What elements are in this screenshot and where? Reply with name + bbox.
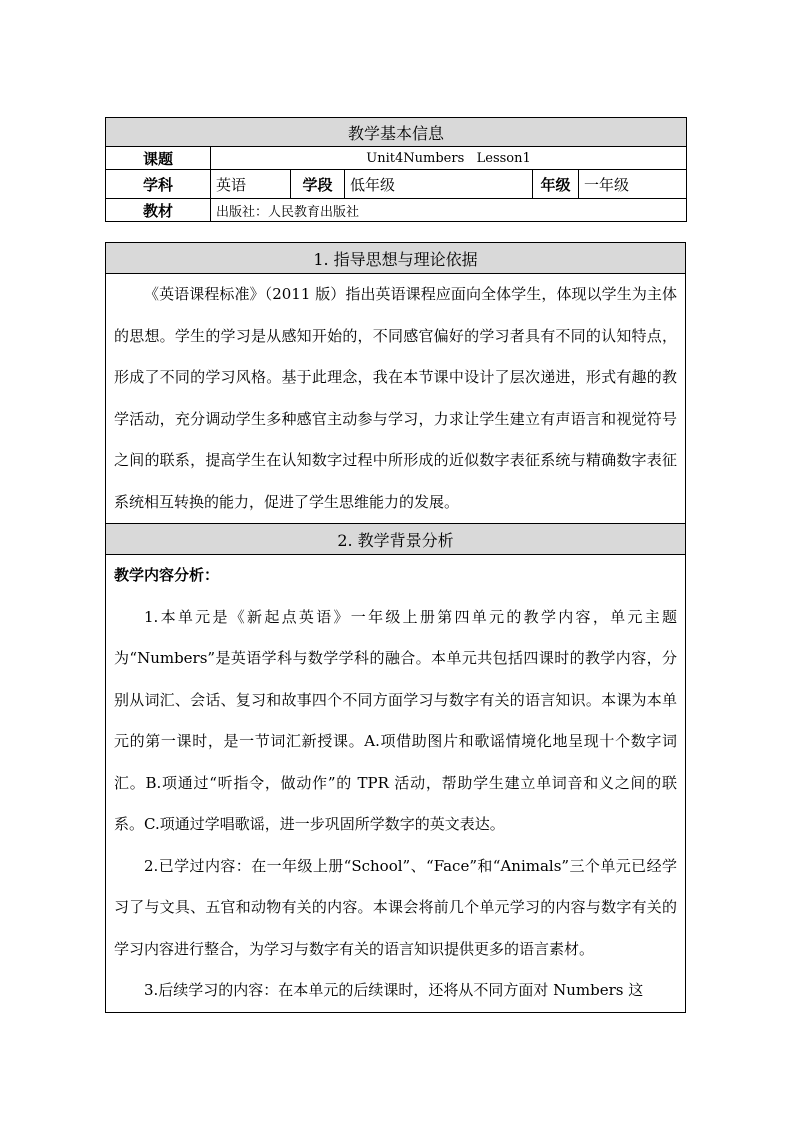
material-label: 教材 [106, 199, 211, 222]
section1-title: 1. 指导思想与理论依据 [106, 243, 686, 274]
section2-body [106, 555, 686, 1013]
stage-label: 学段 [291, 170, 345, 199]
content-paragraph: 1.本单元是《新起点英语》一年级上册第四单元的教学内容，单元主题为“Numbers”是英语学科与数学学科的融合。本单元共包括四课时的教学内容，分别从词汇、会话、复习和故事四个不同方面学习与数字有关的语言知识。本课为本单元的第一课时，是一节词汇新授课。A.项借助图片和歌谣情境化地呈现十个数字词汇。B.项通过“听指令，做动作”的 TPR 活动，帮助学生建立单词音和义之间的联系。C.项通过学唱歌谣，进一步巩固所学数字的英文表达。 [114, 607, 677, 833]
content-analysis-heading: 教学内容分析： [114, 566, 220, 584]
content-paragraph: 3.后续学习的内容：在本单元的后续课时，还将从不同方面对 Numbers 这 [144, 981, 644, 999]
material-value: 出版社：人民教育出版社 [211, 199, 687, 222]
content-paragraph: 2.已学过内容：在一年级上册“School”、“Face”和“Animals”三个单元已经学习了与文具、五官和动物有关的内容。本课会将前几个单元学习的内容与数字有关的学习内容进行整合，为学习与数字有关的语言知识提供更多的语言素材。 [114, 856, 677, 958]
subject-label: 学科 [106, 170, 211, 199]
stage-value: 低年级 [345, 170, 533, 199]
topic-value: Unit4Numbers Lesson1 [211, 147, 687, 170]
basic-info-table [105, 117, 687, 222]
section1-paragraph: 《英语课程标准》（2011 版）指出英语课程应面向全体学生，体现以学生为主体的思想。学生的学习是从感知开始的，不同感官偏好的学习者具有不同的认知特点，形成了不同的学习风格。基于此理念，我在本节课中设计了层次递进，形式有趣的教学活动，充分调动学生多种感官主动参与学习，力求让学生建立有声语言和视觉符号之间的联系，提高学生在认知数字过程中所形成的近似数字表征系统与精确数字表征系统相互转换的能力，促进了学生思维能力的发展。 [114, 285, 677, 511]
section1-body [106, 274, 686, 524]
topic-label: 课题 [106, 147, 211, 170]
section2-title: 2. 教学背景分析 [106, 524, 686, 555]
grade-value: 一年级 [579, 170, 687, 199]
grade-label: 年级 [533, 170, 579, 199]
teaching-design-table [105, 242, 686, 1013]
subject-value: 英语 [211, 170, 291, 199]
basic-info-title: 教学基本信息 [106, 118, 687, 147]
